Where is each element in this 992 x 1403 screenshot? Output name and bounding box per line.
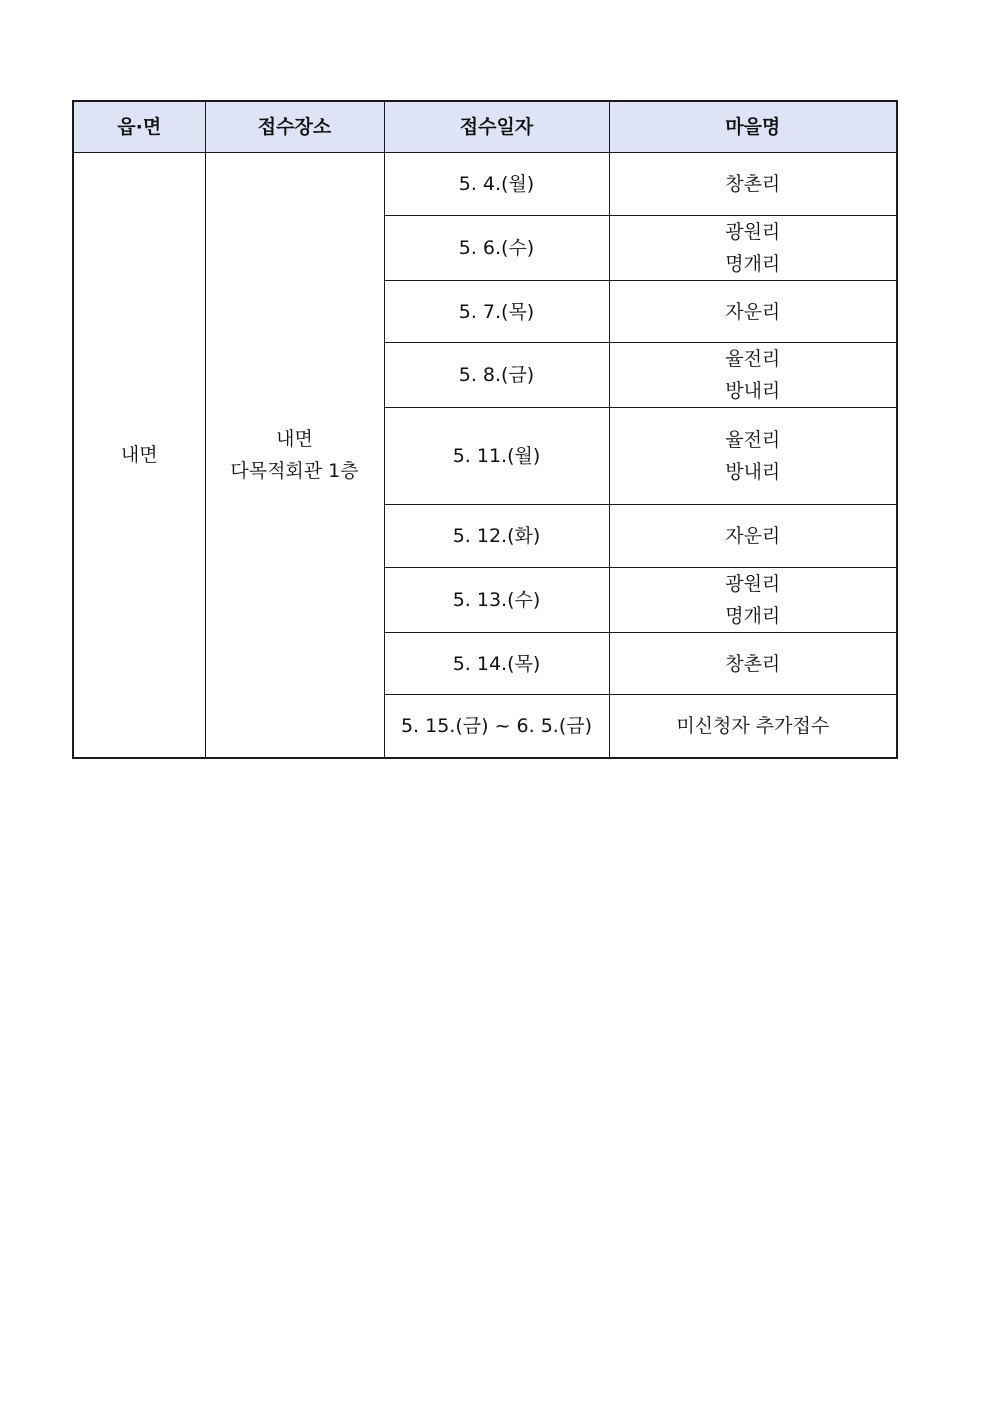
date-cell: 5. 7.(목) [384, 281, 609, 343]
place-line: 다목적회관 1층 [230, 460, 359, 482]
date-cell: 5. 15.(금) ~ 6. 5.(금) [384, 695, 609, 759]
village-name: 방내리 [725, 461, 781, 483]
village-name: 창촌리 [725, 652, 781, 675]
place-line: 내면 [276, 428, 313, 450]
table-row [73, 153, 897, 216]
date-cell: 5. 11.(월) [384, 408, 609, 505]
village-name: 율전리 [725, 429, 781, 451]
village-name: 미신청자 추가접수 [676, 715, 830, 737]
village-name: 자운리 [725, 525, 781, 547]
village-name: 광원리 [725, 573, 781, 595]
date-cell: 5. 6.(수) [384, 216, 609, 281]
village-cell [609, 343, 897, 408]
place-cell [205, 153, 384, 759]
village-name: 방내리 [725, 380, 781, 402]
date-cell: 5. 8.(금) [384, 343, 609, 408]
header-date: 접수일자 [384, 101, 609, 153]
date-cell: 5. 13.(수) [384, 568, 609, 633]
village-cell [609, 216, 897, 281]
village-name: 명개리 [725, 253, 781, 275]
schedule-table [72, 100, 898, 759]
village-cell [609, 568, 897, 633]
village-name: 자운리 [725, 300, 781, 323]
village-name: 광원리 [725, 221, 781, 243]
date-cell: 5. 14.(목) [384, 633, 609, 695]
date-cell: 5. 4.(월) [384, 153, 609, 216]
village-name: 율전리 [725, 348, 781, 370]
village-cell [609, 633, 897, 695]
header-place: 접수장소 [205, 101, 384, 153]
village-cell [609, 505, 897, 568]
village-cell [609, 695, 897, 759]
village-cell [609, 281, 897, 343]
village-cell [609, 153, 897, 216]
header-district: 읍·면 [73, 101, 205, 153]
village-name: 명개리 [725, 605, 781, 627]
header-row [73, 101, 897, 153]
district-cell: 내면 [73, 153, 205, 759]
village-cell [609, 408, 897, 505]
header-village: 마을명 [609, 101, 897, 153]
village-name: 창촌리 [725, 173, 781, 195]
date-cell: 5. 12.(화) [384, 505, 609, 568]
